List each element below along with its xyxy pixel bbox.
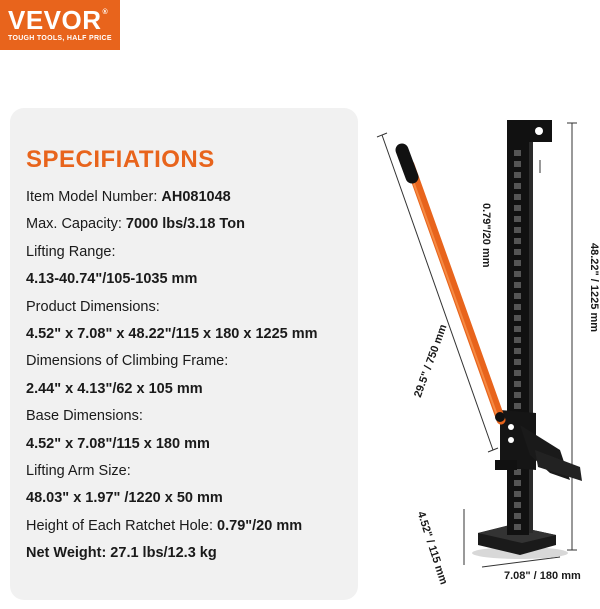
ratchet-hole	[514, 348, 521, 354]
vevor-logo	[0, 0, 120, 50]
ratchet-hole	[514, 205, 521, 211]
ratchet-hole	[514, 524, 521, 530]
ratchet-hole	[514, 161, 521, 167]
spec-climbing-frame-value: 2.44" x 4.13"/62 x 105 mm	[26, 380, 203, 397]
ratchet-hole	[514, 403, 521, 409]
spec-lifting-arm-label: Lifting Arm Size:	[26, 462, 131, 479]
ratchet-hole	[514, 216, 521, 222]
ratchet-hole	[514, 304, 521, 310]
ratchet-hole	[514, 194, 521, 200]
ratchet-hole	[514, 359, 521, 365]
main-bar	[507, 120, 552, 535]
spec-model-number: Item Model Number: AH081048	[26, 189, 231, 205]
spec-lifting-range-label: Lifting Range:	[26, 243, 116, 260]
ratchet-hole	[514, 150, 521, 156]
ratchet-hole	[514, 315, 521, 321]
ratchet-hole	[514, 183, 521, 189]
ratchet-hole	[514, 502, 521, 508]
ratchet-hole	[514, 392, 521, 398]
ratchet-hole	[514, 491, 521, 497]
ratchet-hole	[514, 227, 521, 233]
spec-product-dimensions-label: Product Dimensions:	[26, 298, 160, 315]
spec-base-dimensions-label: Base Dimensions:	[26, 408, 143, 425]
logo-wordmark: VEVOR	[8, 5, 102, 35]
product-illustration	[360, 95, 600, 604]
dim-base-width: 7.08" / 180 mm	[504, 570, 581, 582]
ratchet-hole	[514, 513, 521, 519]
logo-tagline: TOUGH TOOLS, HALF PRICE	[8, 35, 112, 42]
ratchet-hole	[514, 293, 521, 299]
ratchet-hole	[514, 172, 521, 178]
ratchet-hole	[514, 249, 521, 255]
ratchet-hole	[514, 337, 521, 343]
specifications-panel	[10, 108, 358, 600]
spec-lifting-range-value: 4.13-40.74"/105-1035 mm	[26, 271, 198, 288]
ratchet-hole	[514, 238, 521, 244]
farm-jack-drawing	[360, 95, 600, 604]
ratchet-hole	[514, 282, 521, 288]
dim-hole-height: 0.79"/20 mm	[480, 203, 492, 268]
dim-base-depth: 4.52" / 115 mm	[414, 510, 450, 587]
ratchet-hole	[514, 326, 521, 332]
dim-total-height: 48.22" / 1225 mm	[588, 243, 600, 332]
spec-list	[26, 188, 358, 562]
ratchet-hole	[514, 381, 521, 387]
ratchet-hole	[514, 370, 521, 376]
ratchet-hole	[514, 480, 521, 486]
spec-product-dimensions-value: 4.52" x 7.08" x 48.22"/115 x 180 x 1225 mm	[26, 325, 318, 342]
specifications-title: SPECIFIATIONS	[26, 146, 215, 173]
spec-lifting-arm-value: 48.03" x 1.97" /1220 x 50 mm	[26, 490, 223, 507]
spec-max-capacity: Max. Capacity: 7000 lbs/3.18 Ton	[26, 216, 245, 233]
spec-ratchet-hole: Height of Each Ratchet Hole: 0.79"/20 mm	[26, 517, 303, 534]
ratchet-hole	[514, 271, 521, 277]
dim-arm-length: 29.5" / 750 mm	[412, 322, 450, 400]
ratchet-hole	[514, 260, 521, 266]
spec-climbing-frame-label: Dimensions of Climbing Frame:	[26, 353, 229, 370]
logo-registered-mark: ®	[102, 9, 109, 16]
spec-base-dimensions-value: 4.52" x 7.08"/115 x 180 mm	[26, 435, 210, 452]
spec-net-weight: Net Weight: 27.1 lbs/12.3 kg	[26, 545, 217, 562]
